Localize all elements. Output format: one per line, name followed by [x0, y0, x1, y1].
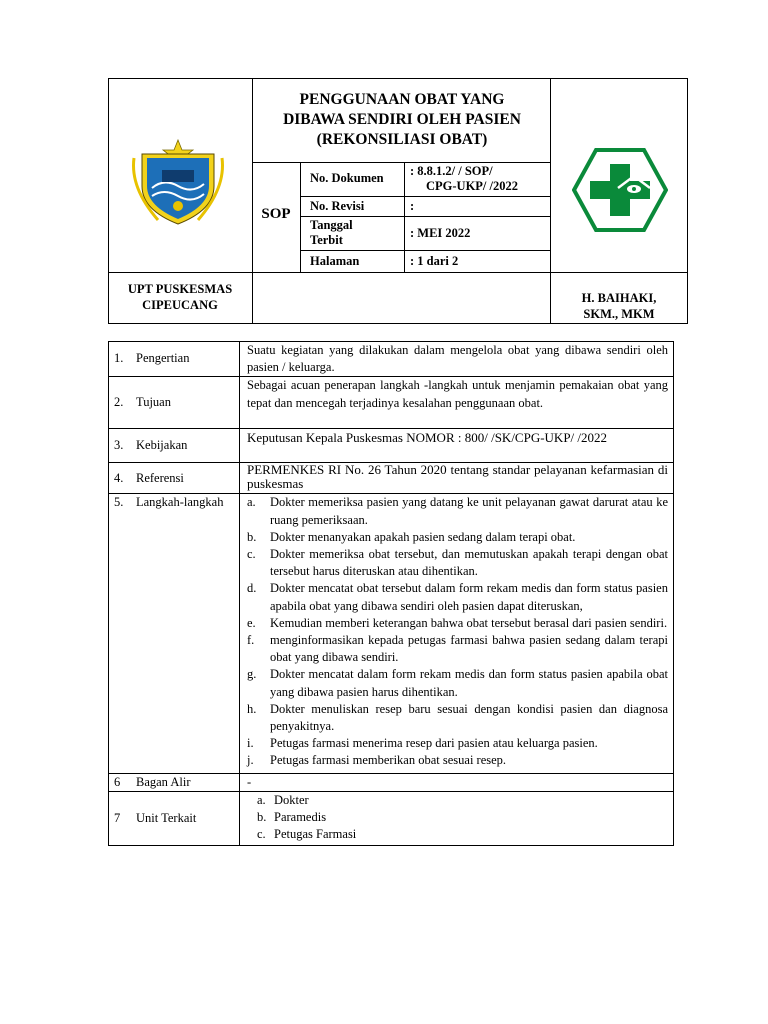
- step-marker: i.: [247, 736, 254, 751]
- divider: [108, 272, 688, 273]
- list-item: [247, 546, 668, 580]
- doc-number-value-line: CPG-UKP/ /2022: [426, 179, 519, 193]
- list-item: [247, 632, 668, 666]
- title-line: DIBAWA SENDIRI OLEH PASIEN: [283, 111, 521, 128]
- step-text: Dokter memeriksa obat tersebut, dan memutuskan apakah terapi dengan obat tersebut harus diteruskan atau dihentikan.: [270, 547, 668, 579]
- row-number: 7: [114, 810, 121, 825]
- divider: [252, 162, 550, 163]
- table-row: [109, 429, 674, 463]
- table-row: [109, 773, 674, 791]
- row-label: Tujuan: [136, 395, 171, 410]
- organization-name: [108, 281, 252, 313]
- step-text: Petugas farmasi memberikan obat sesuai resep.: [270, 753, 507, 768]
- row-label: Bagan Alir: [136, 774, 191, 789]
- step-text: Dokter menanyakan apakah pasien sedang dalam terapi obat.: [270, 529, 576, 544]
- issue-date-value: : MEI 2022: [410, 226, 471, 240]
- row-number: 5.: [114, 495, 124, 510]
- unit-marker: a.: [257, 792, 266, 807]
- signer-name-line: H. BAIHAKI,: [581, 291, 657, 305]
- row-label-cell: [109, 494, 240, 773]
- divider: [300, 250, 550, 251]
- row-label-cell: [109, 463, 240, 494]
- row-content: Keputusan Kepala Puskesmas NOMOR : 800/ /SK/CPG-UKP/ /2022: [240, 429, 674, 463]
- table-row: [109, 377, 674, 429]
- page-value: : 1 dari 2: [410, 254, 459, 268]
- step-text: Kemudian memberi keterangan bahwa obat tersebut berasal dari pasien sendiri.: [270, 615, 668, 630]
- organization-name-line: UPT PUSKESMAS: [127, 282, 233, 296]
- row-label-cell: [109, 773, 240, 791]
- row-content: Sebagai acuan penerapan langkah -langkah untuk menjamin pemakaian obat yang tepat dan mencegah terjadinya kesalahan penggunaan obat.: [240, 377, 674, 429]
- step-marker: j.: [247, 753, 254, 768]
- issue-date-label-line: Tanggal: [310, 218, 353, 232]
- divider: [300, 162, 301, 272]
- list-item: [247, 826, 668, 843]
- row-content: Suatu kegiatan yang dilakukan dalam mengelola obat yang dibawa sendiri oleh pasien / keluarga.: [240, 342, 674, 377]
- signer-name: [550, 290, 688, 322]
- row-label-cell: [109, 429, 240, 463]
- list-item: [247, 701, 668, 735]
- organization-name-line: CIPEUCANG: [142, 298, 218, 312]
- unit-marker: c.: [257, 827, 266, 842]
- doc-number-value-line: : 8.8.1.2/ / SOP/: [410, 164, 493, 178]
- list-item: [247, 615, 668, 632]
- row-content: PERMENKES RI No. 26 Tahun 2020 tentang standar pelayanan kefarmasian di puskesmas: [240, 463, 674, 494]
- puskesmas-logo: [572, 148, 668, 232]
- regency-emblem-logo: [128, 138, 228, 228]
- title-line: PENGGUNAAN OBAT YANG: [299, 91, 505, 108]
- row-label-cell: [109, 791, 240, 845]
- row-number: 6: [114, 774, 121, 789]
- row-number: 3.: [114, 438, 124, 453]
- step-text: menginformasikan kepada petugas farmasi bahwa pasien sedang dalam terapi obat yang dibawa sendiri.: [270, 633, 668, 665]
- divider: [300, 196, 550, 197]
- step-marker: a.: [247, 495, 256, 510]
- unit-marker: b.: [257, 810, 267, 825]
- unit-text: Paramedis: [274, 810, 327, 825]
- step-marker: h.: [247, 701, 257, 716]
- table-row: [109, 791, 674, 845]
- issue-date-label-line: Terbit: [310, 233, 343, 247]
- divider: [404, 162, 405, 272]
- row-number: 1.: [114, 351, 124, 365]
- list-item: [247, 809, 668, 826]
- unit-text: Petugas Farmasi: [274, 827, 357, 842]
- row-label: Kebijakan: [136, 438, 188, 453]
- sop-content-table: [108, 341, 674, 846]
- doc-number-value: [410, 164, 518, 194]
- row-label-cell: [109, 342, 240, 377]
- step-marker: c.: [247, 547, 256, 562]
- list-item: [247, 580, 668, 614]
- step-text: Dokter mencatat obat tersebut dalam form rekam medis dan form status pasien apabila obat yang dibawa sendiri oleh pasien dapat diteruskan,: [270, 581, 668, 613]
- row-label: Langkah-langkah: [136, 495, 224, 510]
- list-item: [247, 529, 668, 546]
- list-item: [247, 792, 668, 809]
- row-label: Unit Terkait: [136, 810, 197, 825]
- page-label: Halaman: [310, 254, 360, 268]
- list-item: [247, 666, 668, 700]
- sop-label: SOP: [261, 206, 291, 222]
- document-title: [252, 90, 552, 150]
- title-line: (REKONSILIASI OBAT): [316, 131, 488, 148]
- step-marker: f.: [247, 633, 255, 648]
- step-marker: e.: [247, 615, 256, 630]
- row-number: 4.: [114, 470, 124, 485]
- step-marker: b.: [247, 529, 257, 544]
- units-content: [240, 791, 674, 845]
- table-row: [109, 494, 674, 773]
- revision-value: :: [410, 199, 415, 213]
- step-marker: g.: [247, 667, 257, 682]
- row-number: 2.: [114, 395, 124, 410]
- step-text: Dokter memeriksa pasien yang datang ke unit pelayanan gawat darurat atau ke ruang pemeriksaan.: [270, 495, 668, 527]
- row-label: Pengertian: [136, 351, 190, 365]
- row-label: Referensi: [136, 470, 184, 485]
- row-label-cell: [109, 377, 240, 429]
- step-text: Dokter mencatat dalam form rekam medis dan form status pasien apabila obat yang dibawa pasien harus dihentikan.: [270, 667, 668, 699]
- issue-date-label: [310, 218, 353, 248]
- step-marker: d.: [247, 581, 257, 596]
- signer-name-line: SKM., MKM: [583, 307, 655, 321]
- list-item: [247, 494, 668, 528]
- steps-content: [240, 494, 674, 773]
- table-row: [109, 342, 674, 377]
- step-text: Dokter menuliskan resep baru sesuai dengan kondisi pasien dan diagnosa penyakitnya.: [270, 701, 668, 734]
- table-row: [109, 463, 674, 494]
- list-item: [247, 735, 668, 752]
- row-content: -: [240, 773, 674, 791]
- step-text: Petugas farmasi menerima resep dari pasien atau keluarga pasien.: [270, 736, 598, 751]
- unit-text: Dokter: [274, 792, 309, 807]
- divider: [300, 216, 550, 217]
- doc-number-label: No. Dokumen: [310, 171, 384, 185]
- list-item: [247, 752, 668, 769]
- revision-label: No. Revisi: [310, 199, 365, 213]
